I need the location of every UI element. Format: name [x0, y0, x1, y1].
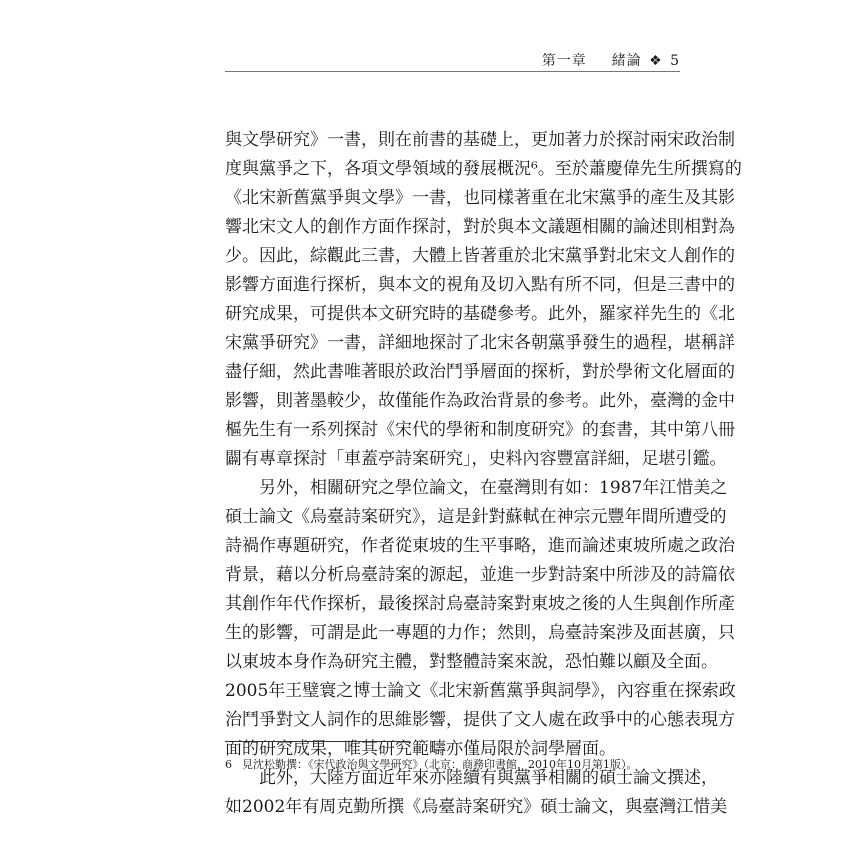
text-line: 盡仔細，然此書唯著眼於政治鬥爭層面的探析，對於學術文化層面的 — [225, 362, 735, 382]
text-line: 另外，相關研究之學位論文，在臺灣則有如：1987年江惜美之 — [225, 478, 728, 498]
text-line: 面的研究成果，唯其研究範疇亦僅局限於詞學層面。 — [225, 739, 616, 759]
text-line: 2005年王璧寰之博士論文《北宋新舊黨爭與詞學》，內容重在探索政 — [225, 681, 736, 701]
text-line: 宋黨爭研究》一書，詳細地探討了北宋各朝黨爭發生的過程，堪稱詳 — [225, 333, 735, 353]
text-line: 闢有專章探討「車蓋亭詩案研究」，史料內容豐富詳細，足堪引鑑。 — [225, 449, 727, 469]
body-text — [225, 126, 742, 822]
header-rule — [225, 71, 680, 72]
text-line: 影響方面進行探析，與本文的視角及切入點有所不同，但是三書中的 — [225, 275, 735, 295]
text-line: 此外，大陸方面近年來亦陸續有與黨爭相關的碩士論文撰述， — [225, 768, 718, 788]
text-line: 以東坡本身作為研究主體，對整體詩案來說，恐怕難以顧及全面。 — [225, 652, 718, 672]
footnote-text: 見沈松勤撰：《宋代政治與文學研究》（北京：商務印書館，2010年10月第1版）。 — [242, 758, 638, 771]
text-line: 樞先生有一系列探討《宋代的學術和制度研究》的套書，其中第八冊 — [225, 420, 735, 440]
running-header — [542, 50, 680, 70]
text-line: 研究成果，可提供本文研究時的基礎參考。此外，羅家祥先生的《北 — [225, 304, 735, 324]
text-line: 如2002年有周克勤所撰《烏臺詩案研究》碩士論文，與臺灣江惜美 — [225, 797, 728, 817]
chapter-title: 緒論 — [611, 53, 642, 69]
page-number: 5 — [670, 53, 680, 69]
text-line: 背景，藉以分析烏臺詩案的源起，並進一步對詩案中所涉及的詩篇依 — [225, 565, 735, 585]
ornament-icon: ❖ — [649, 53, 663, 69]
footnote — [225, 756, 680, 772]
text-line: 生的影響，可謂是此一專題的力作；然則，烏臺詩案涉及面甚廣，只 — [225, 623, 735, 643]
text-line: 度與黨爭之下，各項文學領域的發展概況⁶。至於蕭慶偉先生所撰寫的 — [225, 159, 742, 179]
text-line: 響北宋文人的創作方面作探討，對於與本文議題相關的論述則相對為 — [225, 217, 735, 237]
text-line: 少。因此，綜觀此三書，大體上皆著重於北宋黨爭對北宋文人創作的 — [225, 246, 735, 266]
text-line: 《北宋新舊黨爭與文學》一書，也同樣著重在北宋黨爭的產生及其影 — [225, 188, 735, 208]
footnote-number: 6 — [225, 758, 232, 771]
text-line: 治鬥爭對文人詞作的思維影響，提供了文人處在政爭中的心態表現方 — [225, 710, 735, 730]
chapter-label: 第一章 — [541, 53, 587, 69]
text-line: 其創作年代作探析，最後探討烏臺詩案對東坡之後的人生與創作所產 — [225, 594, 735, 614]
text-line: 影響，則著墨較少，故僅能作為政治背景的參考。此外，臺灣的金中 — [225, 391, 735, 411]
footnote-rule — [225, 741, 410, 742]
text-line: 與文學研究》一書，則在前書的基礎上，更加著力於探討兩宋政治制 — [225, 130, 735, 150]
text-line: 詩禍作專題研究，作者從東坡的生平事略，進而論述東坡所處之政治 — [225, 536, 735, 556]
text-line: 碩士論文《烏臺詩案研究》，這是針對蘇軾在神宗元豐年間所遭受的 — [225, 507, 727, 527]
